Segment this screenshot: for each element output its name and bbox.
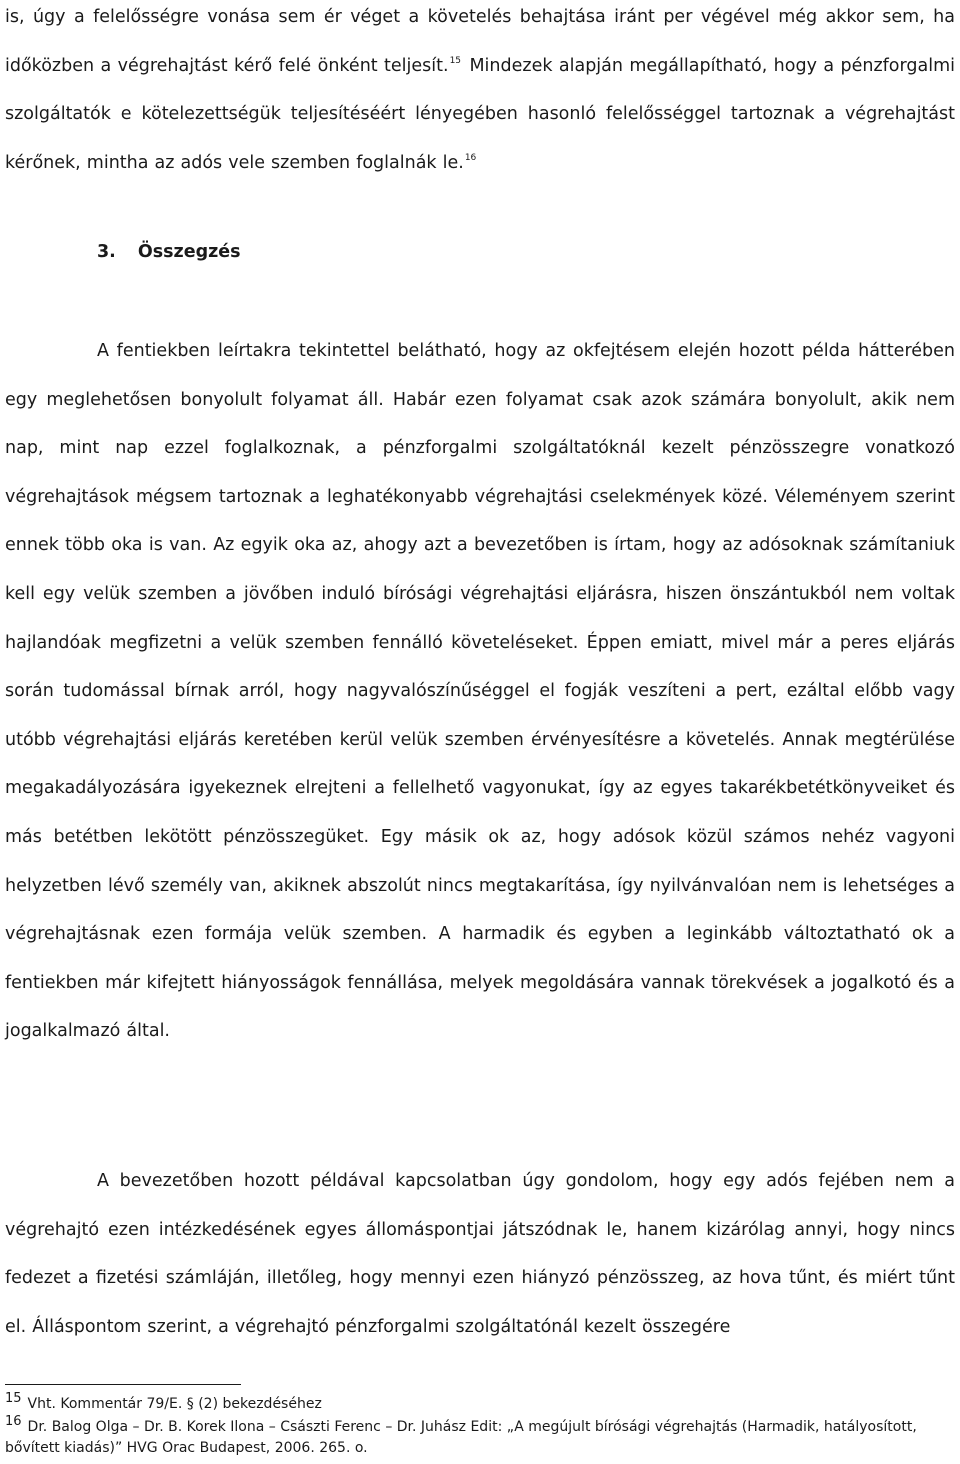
paragraph-text-part: Mindezek alapján megállapítható, hogy a pénzforgalmi szolgáltatók e kötelezettségük teljesítéséért lényegében hasonló felelősséggel tartoznak a végrehajtást kérőnek, mintha az adós vele szemben foglalnák le.: [5, 55, 955, 173]
paragraph-text: A bevezetőben hozott példával kapcsolatban úgy gondolom, hogy egy adós fejében nem a végrehajtó ezen intézkedésének egyes állomáspontjai játszódnak le, hanem kizárólag annyi, hogy nincs fedezet a fizetési számláján, illetőleg, hogy mennyi ezen hiányzó pénzösszeg, az hova tűnt, és miért tűnt el. Álláspontom szerint, a végrehajtó pénzforgalmi szolgáltatónál kezelt összegére: [5, 1171, 955, 1337]
footnote-text: Dr. Balog Olga – Dr. B. Korek Ilona – Császti Ferenc – Dr. Juhász Edit: „A megújult bírósági végrehajtás (Harmadik, hatályosított, bővített kiadás)” HVG Orac Budapest, 2006. 265. o.: [5, 1419, 917, 1456]
footnote-number: 16: [5, 1414, 22, 1429]
paragraph-continued: [5, 0, 955, 187]
section-heading: [97, 228, 241, 276]
paragraph-text-part: is, úgy a felelősségre vonása sem ér véget a követelés behajtása iránt per végével még akkor sem, ha időközben a végrehajtást kérő felé önként teljesít.: [5, 7, 955, 76]
section-title: Összegzés: [137, 242, 241, 262]
footnote-number: 15: [5, 1391, 22, 1406]
footnote-reference-15[interactable]: 15: [449, 55, 462, 66]
paragraph-text: A fentiekben leírtakra tekintettel belátható, hogy az okfejtésem elején hozott példa hátterében egy meglehetősen bonyolult folyamat áll. Habár ezen folyamat csak azok számára bonyolult, akik nem nap, mint nap ezzel foglalkoznak, a pénzforgalmi szolgáltatóknál kezelt pénzösszegre vonatkozó végrehajtások mégsem tartoznak a leghatékonyabb végrehajtási cselekmények közé. Véleményem szerint ennek több oka is van. Az egyik oka az, ahogy azt a bevezetőben is írtam, hogy az adósoknak számítaniuk kell egy velük szemben a jövőben induló bírósági végrehajtási eljárásra, hiszen önszántukból nem voltak hajlandóak megfizetni a velük szemben fennálló követeléseket. Éppen emiatt, mivel már a peres eljárás során tudomással bírnak arról, hogy nagyvalószínűséggel el fogják veszíteni a pert, ezáltal előbb vagy utóbb végrehajtási eljárás keretében kerül velük szemben érvényesítésre a követelés. Annak megtérülése megakadályozására igyekeznek elrejteni a fellelhető vagyonukat, így az egyes takarékbetétkönyveiket és más betétben lekötött pénzösszegüket. Egy másik ok az, hogy adósok közül számos nehéz vagyoni helyzetben lévő személy van, akiknek abszolút nincs megtakarítása, így nyilvánvalóan nem is lehetséges a végrehajtásnak ezen formája velük szemben. A harmadik és egyben a leginkább változtatható ok a fentiekben már kifejtett hiányosságok fennállása, melyek megoldására vannak törekvések a jogalkotó és a jogalkalmazó által.: [5, 341, 955, 1042]
conclusion-paragraph: [5, 1157, 955, 1351]
footnote-16: [5, 1414, 955, 1459]
footnote-reference-16[interactable]: 16: [464, 152, 477, 163]
footnote-15: [5, 1391, 955, 1415]
footnote-separator: [5, 1384, 241, 1385]
footnote-text: Vht. Kommentár 79/E. § (2) bekezdéséhez: [27, 1396, 322, 1412]
summary-paragraph: [5, 327, 955, 1056]
section-number: 3.: [97, 242, 116, 262]
